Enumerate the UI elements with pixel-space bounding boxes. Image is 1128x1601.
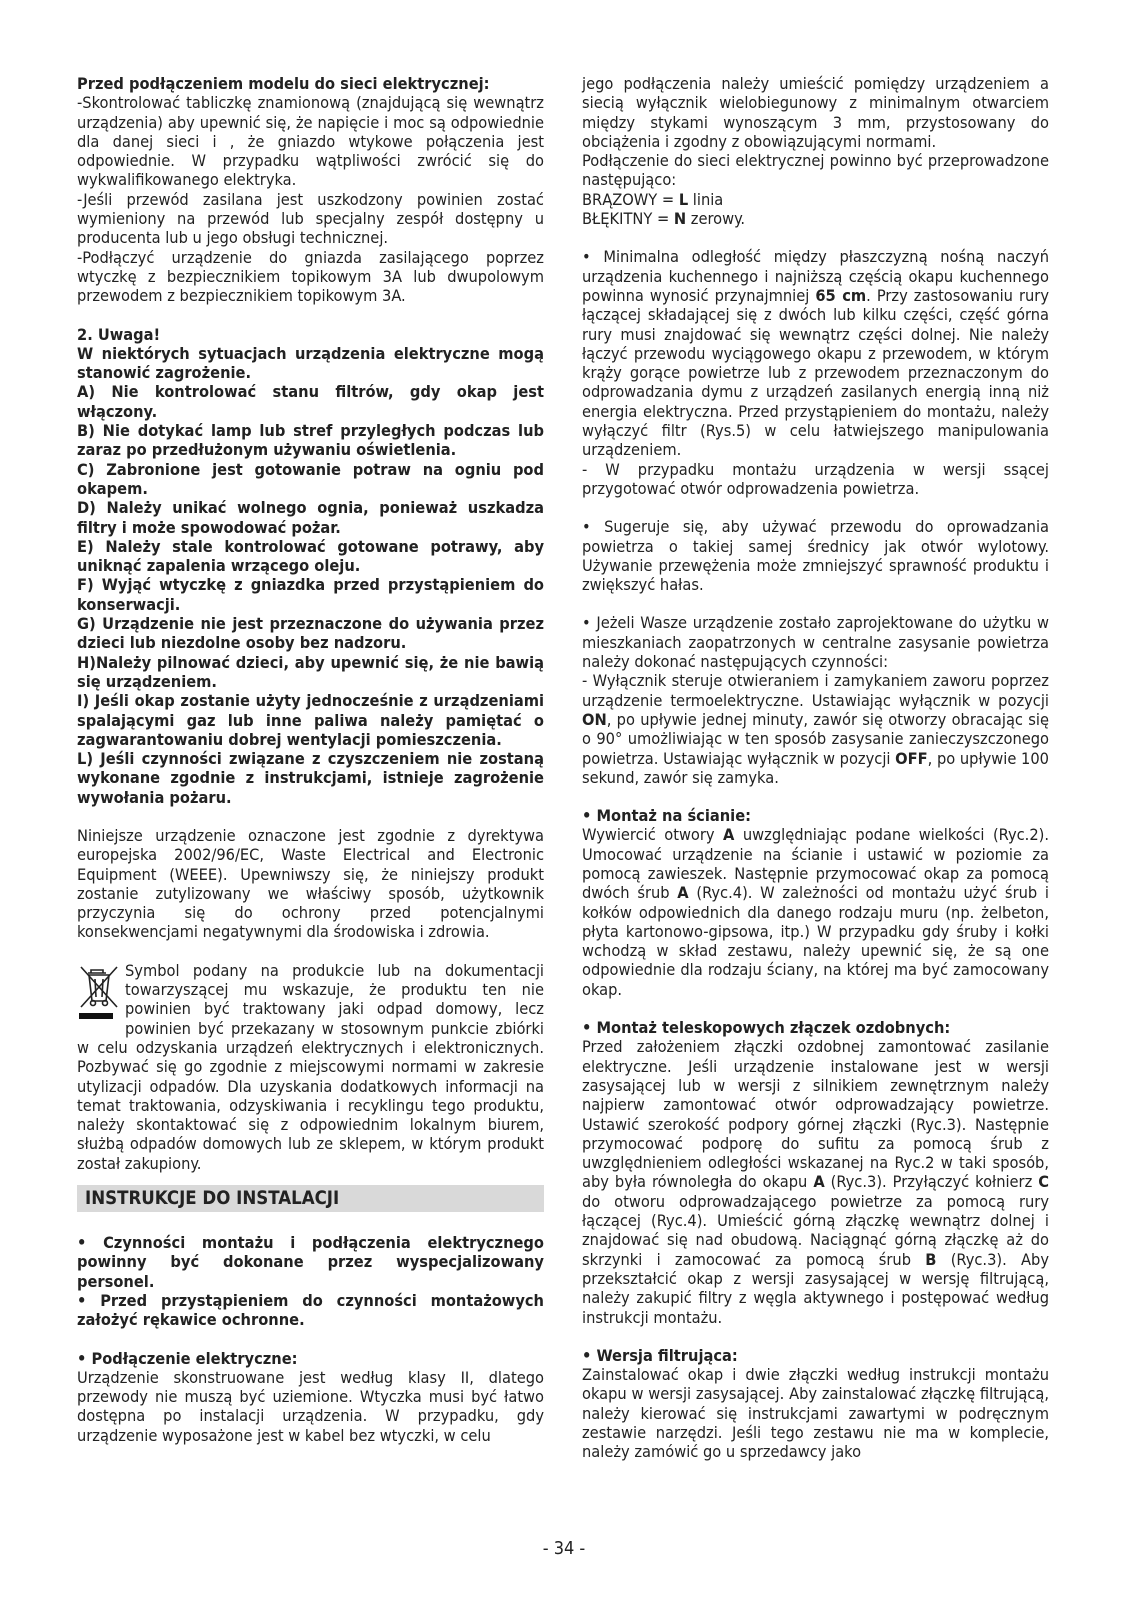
connection-check: -Skontrolować tabliczkę znamionową (znajdującą się wewnątrz urządzenia) aby upewnić się, że napięcie i moc są odpowiednie dla danej sieci i , że gniazdo wtykowe połączenia jest odpowiednie. W przypadku wątpliwości zwrócić się do wykwalifikowanego elektryka. bbox=[77, 93, 544, 190]
connection-plug: -Podłączyć urządzenie do gniazda zasilającego poprzez wtyczkę z bezpiecznikiem topikowym 3A lub dwupolowym przewodem z bezpiecznikiem topikowym 3A. bbox=[77, 247, 544, 306]
brown-wire: BRĄZOWY = L linia bbox=[582, 189, 724, 209]
page-number: - 34 - bbox=[542, 1538, 586, 1559]
warning-b: B) Nie dotykać lamp lub stref przyległych podczas lub zaraz po przedłużonym używaniu oświetlenia. bbox=[77, 421, 544, 460]
connection-scheme: Podłączenie do sieci elektrycznej powinno być przeprowadzone następująco: bbox=[582, 151, 1049, 190]
install-gloves: • Przed przystąpieniem do czynności montażowych założyć rękawice ochronne. bbox=[77, 1290, 544, 1330]
weee-symbol-text: Symbol podany na produkcie lub na dokumentacji towarzyszącej mu wskazuje, że produktu ten nie powinien być traktowany jaki odpad domowy, lecz powinien być przekazany w stosownym punkcie zbiórki w celu odzyskania urządzeń elektrycznych i elektronicznych. Pozbywać się go zgodnie z miejscowymi normami w zakresie utylizacji odpadów. Dla uzyskania dodatkowych informacji na temat traktowania, odzyskiwania i recyklingu tego produktu, należy skontaktować się z odpowiednim lokalnym biurem, służbą odpadów domowych lub ze sklepem, w którym produkt został zakupiony. bbox=[77, 960, 544, 1173]
connection-title: Przed podłączeniem modelu do sieci elektrycznej: bbox=[77, 74, 490, 93]
warning-h: H)Należy pilnować dzieci, aby upewnić się, że nie bawią się urządzeniem. bbox=[77, 652, 544, 691]
warning-i: I) Jeśli okap zostanie użyty jednocześnie z urządzeniami spalającymi gaz lub inne paliwa należy pamiętać o zagwarantowaniu dobrej wentylacji pomieszczenia. bbox=[77, 691, 544, 749]
weee-symbol-block bbox=[77, 961, 544, 1173]
warning-title: 2. Uwaga! bbox=[77, 324, 161, 344]
valve-switch: - Wyłącznik steruje otwieraniem i zamykaniem zaworu poprzez urządzenie termoelektryczne. Ustawiając wyłącznik w pozycji ON, po upływie jednej minuty, zawór się otworzy obracając się o 90° umożliwiając w ten sposób zasysanie zanieczyszczonego powietrza. Ustawiając wyłącznik w pozycji OFF, po upływie 100 sekund, zawór się zamyka. bbox=[582, 671, 1049, 787]
wall-mount-text: Wywiercić otwory A uwzględniając podane wielkości (Ryc.2). Umocować urządzenie na ścianie i ustawić w poziomie za pomocą zawieszek. Następnie przymocować okap za pomocą dwóch śrub A (Ryc.4). W zależności od montażu użyć śrub i kołków odpowiednich dla danego rodzaju muru (np. żelbeton, płyta kartonowo-gipsowa, itp.) W przypadku gdy śruby i kołki wchodzą w skład zestawu, należy upewnić się, że są one odpowiednie dla rodzaju ściany, na której ma być zamocowany okap. bbox=[582, 825, 1050, 999]
installation-heading: INSTRUKCJE DO INSTALACJI bbox=[77, 1185, 544, 1212]
duct-suggestion: • Sugeruje się, aby używać przewodu do oprowadzania powietrza o takiej samej średnicy jak otwór wylotowy. Używanie przewężenia może zmniejszyć sprawność produktu i zwiększyć hałas. bbox=[582, 517, 1049, 595]
electrical-title: • Podłączenie elektryczne: bbox=[77, 1348, 298, 1368]
blue-wire: BŁĘKITNY = N zerowy. bbox=[582, 209, 746, 229]
weee-directive: Niniejsze urządzenie oznaczone jest zgodnie z dyrektywa europejska 2002/96/EC, Waste Electrical and Electronic Equipment (WEEE). Upewniwszy się, że niniejszy produkt zostanie zutylizowany we właściwy sposób, użytkownik przyczynia się do ochrony przed potencjalnymi konsekwencjami negatywnymi dla środowiska i zdrowia. bbox=[77, 825, 544, 942]
warning-e: E) Należy stale kontrolować gotowane potrawy, aby uniknąć zapalenia wrzącego oleju. bbox=[77, 536, 544, 576]
warning-a: A) Nie kontrolować stanu filtrów, gdy okap jest włączony. bbox=[77, 382, 544, 421]
install-specialist: • Czynności montażu i podłączenia elektrycznego powinny być dokonane przez wyspecjalizowany personel. bbox=[77, 1233, 544, 1291]
left-column bbox=[77, 74, 544, 1445]
connection-cable: -Jeśli przewód zasilana jest uszkodzony powinien zostać wymieniony na przewód lub specjalny zespół dostępny u producenta lub u jego obsługi technicznej. bbox=[77, 189, 544, 248]
min-distance: • Minimalna odległość między płaszczyzną nośną naczyń urządzenia kuchennego i najniższą częścią okapu kuchennego powinna wynosić przynajmniej 65 cm. Przy zastosowaniu rury łączącej składającej się z dwóch lub kilku części, część górna rury musi znajdować się wewnątrz części dolnej. Nie należy łączyć przewodu wyciągowego okapu z przewodem, w którym krąży gorące powietrze lub z przewodem przeznaczonym do odprowadzania dymu z urządzeń zasilanych energią inną niż energia elektryczna. Przed przystąpieniem do montażu, należy wyłączyć filtr (Rys.5) w celu łatwiejszego manipulowania urządzeniem. bbox=[582, 247, 1049, 460]
central-suction: • Jeżeli Wasze urządzenie zostało zaprojektowane do użytku w mieszkaniach zaopatrzonych w centralne zasysanie powietrza należy dokonać następujących czynności: bbox=[582, 613, 1049, 672]
wall-mount-title: • Montaż na ścianie: bbox=[582, 806, 751, 826]
suction-version: - W przypadku montażu urządzenia w wersji ssącej przygotować otwór odprowadzenia powietrza. bbox=[582, 459, 1049, 498]
telescopic-text: Przed założeniem złączki ozdobnej zamontować zasilanie elektryczne. Jeśli urządzenie instalowane jest w wersji zasysającej lub w wersji z silnikiem zewnętrznym należy najpierw zamontować otwór odprowadzający powietrze. Ustawić szerokość podpory górnej złączki (Ryc.3). Następnie przymocować podporę do sufitu za pomocą śrub z uwzględnieniem odległości wskazanej na Ryc.2 w taki sposób, aby była równoległa do okapu A (Ryc.3). Przyłączyć kołnierz C do otworu odprowadzającego powietrze za pomocą rury łączącej (Ryc.4). Umieścić górną złączkę wewnątrz dolnej i znajdować się nad obudową. Naciągnąć górną złączkę aż do skrzynki i zamocować za pomocą śrub B (Ryc.3). Aby przekształcić okap z wersji zasysającej w wersję filtrującą, należy zakupić filtry z węgla aktywnego i postępować według instrukcji montażu. bbox=[582, 1037, 1050, 1327]
warning-intro: W niektórych sytuacjach urządzenia elektryczne mogą stanowić zagrożenie. bbox=[77, 343, 544, 383]
warning-g: G) Urządzenie nie jest przeznaczone do używania przez dzieci lub niezdolne osoby bez nadzoru. bbox=[77, 614, 544, 653]
filter-version-title: • Wersja filtrująca: bbox=[582, 1345, 738, 1365]
warning-l: L) Jeśli czynności związane z czyszczeniem nie zostaną wykonane zgodnie z instrukcjami, istnieje zagrożenie wywołania pożaru. bbox=[77, 749, 544, 807]
warning-c: C) Zabronione jest gotowanie potraw na ogniu pod okapem. bbox=[77, 459, 544, 498]
warning-f: F) Wyjąć wtyczkę z gniazdka przed przystąpieniem do konserwacji. bbox=[77, 575, 544, 614]
filter-version-text: Zainstalować okap i dwie złączki według instrukcji montażu okapu w wersji zasysającej. Aby zainstalować złączkę filtrującą, należy kierować się instrukcjami zawartymi w podręcznym zestawie narzędzi. Jeśli tego zestawu nie ma w komplecie, należy zamówić go u sprzedawcy jako bbox=[582, 1365, 1049, 1462]
switch-text: jego podłączenia należy umieścić pomiędzy urządzeniem a siecią wyłącznik wielobiegunowy z minimalnym otwarciem między stykami wynoszącym 3 mm, przystosowany do obciążenia i zgodny z obowiązującymi normami. bbox=[582, 74, 1049, 151]
right-column bbox=[582, 74, 1049, 1462]
crossed-out-wheelie-bin-icon bbox=[77, 963, 121, 1021]
warning-d: D) Należy unikać wolnego ognia, ponieważ uszkadza filtry i może spowodować pożar. bbox=[77, 498, 544, 537]
telescopic-title: • Montaż teleskopowych złączek ozdobnych: bbox=[582, 1018, 951, 1038]
electrical-text: Urządzenie skonstruowane jest według klasy II, dlatego przewody nie muszą być uziemione. Wtyczka musi być łatwo dostępna po instalacji urządzenia. W przypadku, gdy urządzenie wyposażone jest w kabel bez wtyczki, w celu bbox=[77, 1367, 544, 1445]
